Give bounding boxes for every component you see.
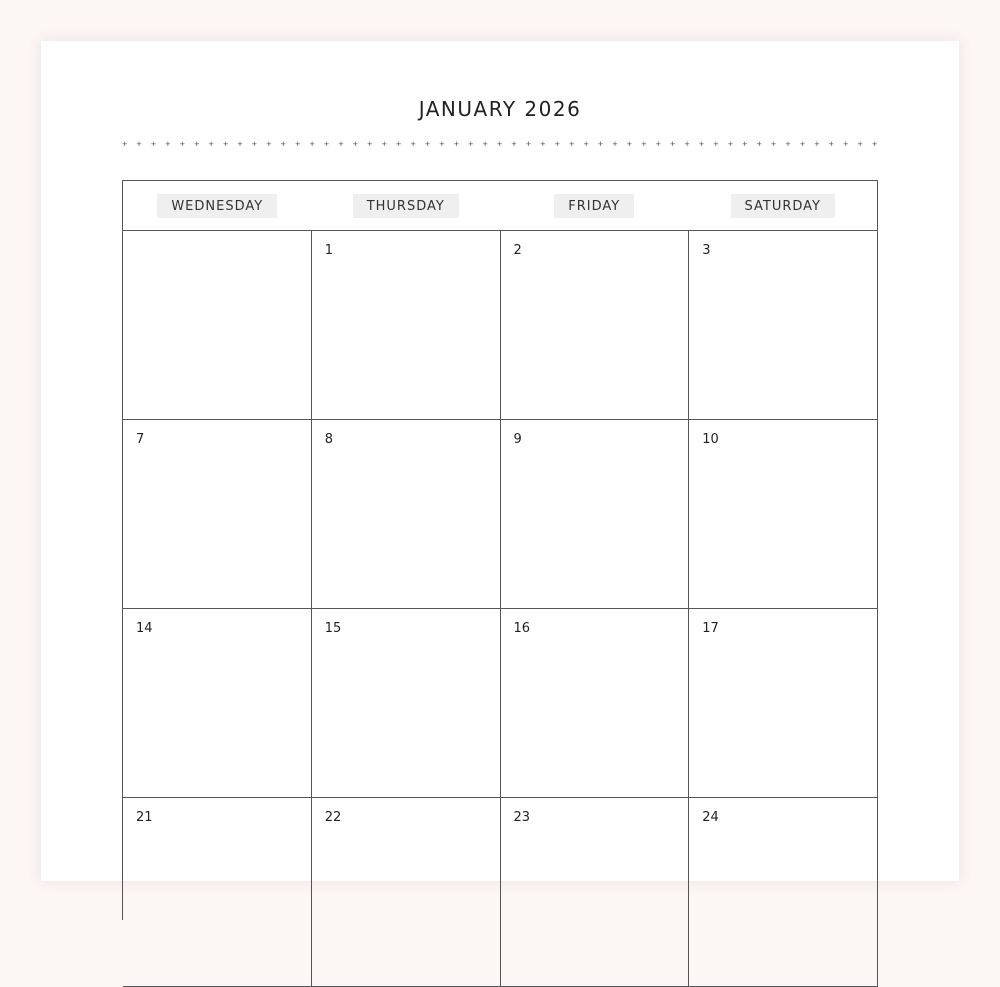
plus-mark: + bbox=[295, 139, 301, 149]
week-row bbox=[123, 798, 878, 987]
plus-mark: + bbox=[208, 139, 214, 149]
date-number: 23 bbox=[513, 810, 531, 825]
plus-mark: + bbox=[338, 139, 344, 149]
week-row bbox=[123, 420, 878, 609]
date-number: 2 bbox=[513, 243, 522, 258]
plus-mark: + bbox=[410, 139, 416, 149]
date-number: 16 bbox=[513, 621, 531, 636]
day-cell bbox=[312, 609, 501, 798]
weekday-header-cell bbox=[500, 181, 689, 230]
day-cell bbox=[123, 798, 312, 987]
day-cell bbox=[123, 231, 312, 420]
plus-mark: + bbox=[626, 139, 633, 149]
plus-mark: + bbox=[396, 139, 402, 149]
weekday-header-cell bbox=[123, 181, 312, 230]
date-number: 21 bbox=[136, 810, 153, 825]
plus-mark: + bbox=[251, 139, 258, 149]
plus-mark: + bbox=[814, 139, 820, 149]
date-number: 17 bbox=[702, 621, 719, 636]
date-number: 8 bbox=[324, 432, 334, 447]
weekday-header-cell bbox=[689, 181, 878, 230]
date-number: 15 bbox=[324, 621, 342, 636]
day-cell bbox=[501, 231, 690, 420]
weekday-header-cell bbox=[312, 181, 501, 230]
plus-mark: + bbox=[150, 139, 157, 149]
day-cell bbox=[689, 420, 878, 609]
date-number: 7 bbox=[136, 432, 145, 447]
weekday-header-row bbox=[123, 181, 878, 231]
plus-mark: + bbox=[511, 139, 517, 149]
plus-mark: + bbox=[468, 139, 474, 149]
plus-mark: + bbox=[540, 139, 546, 149]
day-cell bbox=[501, 798, 690, 987]
calendar-grid bbox=[122, 180, 878, 920]
plus-mark: + bbox=[799, 139, 806, 149]
plus-mark: + bbox=[698, 139, 705, 149]
plus-mark: + bbox=[165, 139, 171, 149]
date-number: 3 bbox=[702, 243, 711, 258]
date-number: 24 bbox=[702, 810, 719, 825]
plus-mark: + bbox=[424, 139, 431, 149]
plus-mark: + bbox=[222, 139, 229, 149]
plus-mark: + bbox=[367, 139, 373, 149]
plus-mark: + bbox=[439, 139, 445, 149]
plus-mark: + bbox=[266, 139, 272, 149]
weekday-label-friday: FRIDAY bbox=[554, 194, 634, 218]
day-cell bbox=[689, 798, 878, 987]
date-number: 1 bbox=[324, 243, 334, 258]
plus-mark: + bbox=[713, 139, 719, 149]
week-row bbox=[123, 609, 878, 798]
plus-mark: + bbox=[352, 139, 359, 149]
plus-mark: + bbox=[482, 139, 488, 149]
plus-mark: + bbox=[554, 139, 560, 149]
day-cell bbox=[501, 420, 690, 609]
calendar-page bbox=[41, 41, 959, 881]
plus-mark: + bbox=[727, 139, 733, 149]
plus-mark: + bbox=[569, 139, 575, 149]
plus-mark: + bbox=[641, 139, 647, 149]
day-cell bbox=[123, 609, 312, 798]
plus-mark: + bbox=[871, 139, 878, 149]
day-cell bbox=[123, 420, 312, 609]
weekday-label-thursday: THURSDAY bbox=[353, 194, 459, 218]
plus-mark: + bbox=[525, 139, 532, 149]
plus-divider bbox=[122, 138, 878, 150]
weekday-label-saturday: SATURDAY bbox=[731, 194, 835, 218]
plus-mark: + bbox=[280, 139, 286, 149]
plus-mark: + bbox=[843, 139, 849, 149]
week-row bbox=[123, 231, 878, 420]
plus-mark: + bbox=[381, 139, 387, 149]
plus-mark: + bbox=[785, 139, 791, 149]
day-cell bbox=[689, 609, 878, 798]
plus-mark: + bbox=[828, 139, 834, 149]
date-number: 9 bbox=[513, 432, 522, 447]
plus-mark: + bbox=[670, 139, 676, 149]
plus-mark: + bbox=[237, 139, 243, 149]
plus-mark: + bbox=[612, 139, 618, 149]
plus-mark: + bbox=[323, 139, 330, 149]
plus-mark: + bbox=[136, 139, 142, 149]
plus-mark: + bbox=[684, 139, 690, 149]
date-number: 10 bbox=[702, 432, 719, 447]
month-title: JANUARY 2026 bbox=[418, 97, 582, 121]
plus-mark: + bbox=[597, 139, 604, 149]
plus-mark: + bbox=[756, 139, 762, 149]
plus-mark: + bbox=[770, 139, 777, 149]
plus-mark: + bbox=[179, 139, 185, 149]
day-cell bbox=[689, 231, 878, 420]
day-cell bbox=[312, 420, 501, 609]
date-number: 14 bbox=[136, 621, 153, 636]
plus-mark: + bbox=[122, 139, 128, 149]
plus-mark: + bbox=[655, 139, 661, 149]
plus-mark: + bbox=[453, 139, 459, 149]
plus-mark: + bbox=[194, 139, 200, 149]
plus-mark: + bbox=[857, 139, 863, 149]
day-cell bbox=[312, 798, 501, 987]
plus-mark: + bbox=[309, 139, 315, 149]
date-number: 22 bbox=[324, 810, 342, 825]
plus-mark: + bbox=[583, 139, 589, 149]
day-cell bbox=[501, 609, 690, 798]
plus-mark: + bbox=[496, 139, 503, 149]
weekday-label-wednesday: WEDNESDAY bbox=[157, 194, 277, 218]
plus-mark: + bbox=[742, 139, 748, 149]
day-cell bbox=[312, 231, 501, 420]
